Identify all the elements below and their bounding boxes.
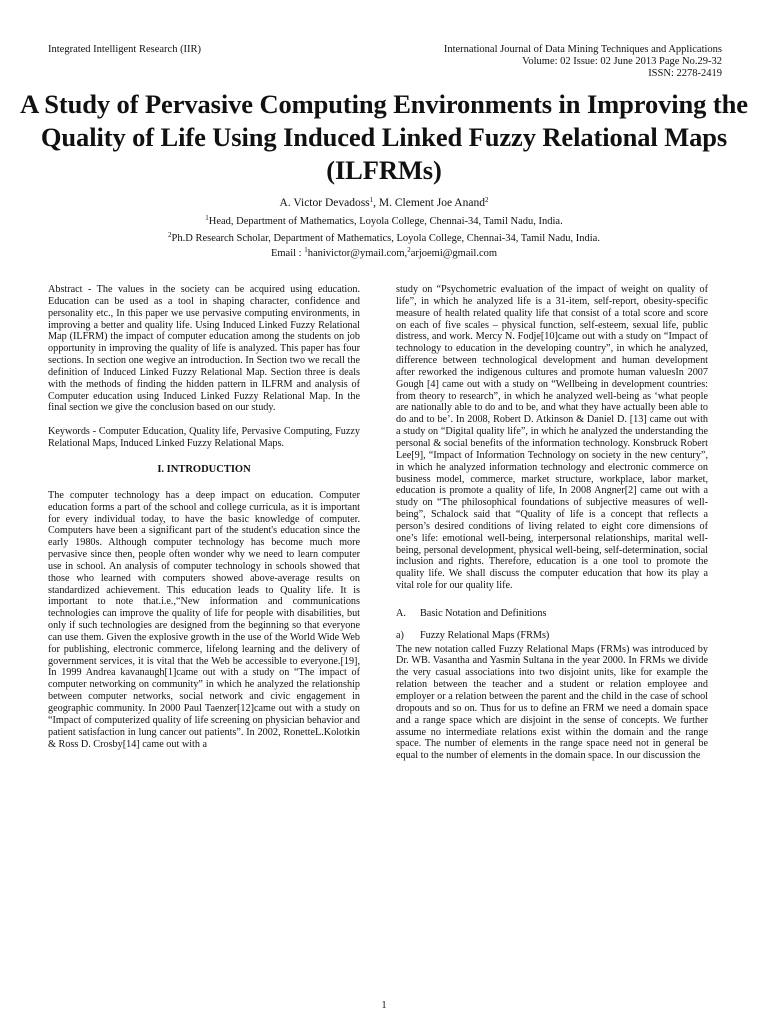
email-1: hanivictor@ymail.com,: [307, 248, 408, 259]
subsection-a-heading: [396, 608, 708, 620]
journal-volume: Volume: 02 Issue: 02 June 2013 Page No.29-32: [522, 56, 722, 67]
page-number: 1: [381, 1000, 387, 1011]
email-2: arjoemi@gmail.com: [410, 248, 498, 259]
journal-publisher: Integrated Intelligent Research (IIR): [48, 44, 202, 55]
subsection-a1-heading: [396, 630, 708, 642]
subsection-a1-title: Fuzzy Relational Maps (FRMs): [420, 629, 550, 641]
author-separator: ,: [373, 197, 379, 209]
email-2-sup: 2: [407, 246, 411, 254]
affiliation-1-text: Head, Department of Mathematics, Loyola College, Chennai-34, Tamil Nadu, India.: [208, 216, 563, 227]
author-1-sup: 1: [369, 196, 374, 204]
subsection-a-title: Basic Notation and Definitions: [420, 607, 547, 619]
paper-title: A Study of Pervasive Computing Environments in Improving the Quality of Life Using Induced Linked Fuzzy Relational Maps (ILFRMs): [20, 89, 748, 185]
journal-issn: ISSN: 2278-2419: [648, 68, 722, 79]
email-1-sup: 1: [304, 246, 308, 254]
right-column: [396, 284, 708, 762]
introduction-continued-paragraph: study on “Psychometric evaluation of the impact of weight on quality of life”, in which he analyzed life is a 31-item, self-report, obesity-specific measure of health related quality life that consist of a total score and score on each of five scales – physical function, self-esteem, sexual life, public distress, and work. Mercy N. Fodje[10]came out with a study on “Impact of technology to education in the developing country”, in which he analyzed, difference between technological development and human development after reworked the indigenous cultures and promote human valuesIn 2007 Gough [4] came out with a study on “Wellbeing in development countries: from theory to research”, in which he analyzed well-being as ‘what people are nationally able to do and to be, and what they have actually been able to do and to be’. In 2008, Robert D. Atkinson & Daniel D. [13] came out with a study on “Digital quality life”, in which he analyzed the understanding the personal & social benefits of the information technology. Konsbruck Robert Lee[9], “Impact of Information Technology on society in the new century”, in which he analyzed information technology and electronic commerce on business model, commerce, market structure, workplace, labor market, education is promote a quality of life, In 2008 Angner[2] came out with a study on “The philosophical foundations of subjective measures of well-being”, Schalock said that “Quality of life is a concept that reflects a person’s desired conditions of living related to eight core dimensions of one’s life: emotional well-being, interpersonal relationships, marital well-being, personal development, physical well-being, self-determination, social inclusion and rights. Therefore, education is a one tool to promote the quality life. We shall discuss the computer education that how its play a vital role for our quality life.: [396, 284, 708, 592]
subsection-a1-label: a): [396, 629, 404, 641]
frm-paragraph: The new notation called Fuzzy Relational Maps (FRMs) was introduced by Dr. WB. Vasantha and Yasmin Sultana in the year 2000. In FRMs we divide the very casual associations into two disjoint units, like for example the relation between the teacher and a student or relation employee and employer or a relation between the parent and the child in the case of school dropouts and so on. Thus for us to define an FRM we need a domain space and a range space which are disjoint in the sense of concepts. We further assume no intermediate relations exist within the domain and the range space. The number of elements in the range space need not in general be equal to the number of elements in the domain space. In our discussion the: [396, 643, 708, 762]
journal-info: [444, 44, 722, 80]
author-1: A. Victor Devadoss: [279, 197, 370, 209]
author-2-sup: 2: [484, 196, 489, 204]
abstract-paragraph: Abstract - The values in the society can be acquired using education. Education can be used as a tool in shaping character, confidence and personality etc., In this paper we use pervasive computing environments, in improving a better and quality life. Using Induced Linked Fuzzy Relational Map (ILFRM) the impact of computer education among the students on job opportunity in improving the quality of life is analyzed. This paper has four sections. In section one wegive an introduction. In Section two we recall the definition of Induced Linked Fuzzy Relational Map. Section three is deals with the methods of finding the hidden pattern in ILFRM and analysis of Computer education using Induced Linked Fuzzy Relational Map. In the final section we give the conclusion based on our study.: [48, 284, 360, 414]
keywords-paragraph: Keywords - Computer Education, Quality life, Pervasive Computing, Fuzzy Relational Maps, Induced Linked Fuzzy Relational Maps.: [48, 426, 360, 450]
subsection-a-label: A.: [396, 607, 406, 619]
email-line: [0, 247, 768, 260]
author-2: M. Clement Joe Anand: [378, 197, 485, 209]
introduction-paragraph: The computer technology has a deep impact on education. Computer education forms a part of the school and college curricula, as it is important for every individual today, to have the basic knowledge of computer. Computers have been a significant part of the student's education since the early 1980s. Although computer technology has become much more pervasive since then, people often wonder why we need to learn computer use in school. An analysis of computer technology in schools showed that those who learned with computers showed above-average results on standardized achievement. This education leads to Quality life. It is important to note that.i.e.,“New information and communications technologies can improve the quality of life for people with disabilities, but only if such technologies are designed from the beginning so that everyone can use them. Given the explosive growth in the use of the World Wide Web for publishing, electronic commerce, lifelong learning and the delivery of government services, it is vital that the Web be accessible to everyone.[19], In 1999 Andrea kavanaugh[1]came out with a study on “The impact of computer networking on community” in which he analyzed the relationship between computer networks, social network and civic engagement in geographic community. In 2000 Paul Taenzer[12]came out with a study on “Impact of computerized quality of life screening on physician behavior and patient satisfaction in lung cancer out patients”. In 2002, RonetteL.Kolotkin & Ross D. Crosby[14] came out with a: [48, 489, 360, 750]
journal-name: International Journal of Data Mining Techniques and Applications: [443, 44, 722, 55]
affiliation-2-text: Ph.D Research Scholar, Department of Mathematics, Loyola College, Chennai-34, Tamil Nadu, India.: [171, 233, 600, 244]
email-label: Email :: [270, 248, 305, 259]
affiliation-2-sup: 2: [168, 231, 172, 239]
affiliation-2: [0, 232, 768, 245]
affiliation-1: [0, 215, 768, 228]
introduction-heading: I. INTRODUCTION: [157, 463, 251, 475]
affiliation-1-sup: 1: [205, 214, 209, 222]
author-line: [0, 196, 768, 210]
left-column: [48, 284, 360, 750]
